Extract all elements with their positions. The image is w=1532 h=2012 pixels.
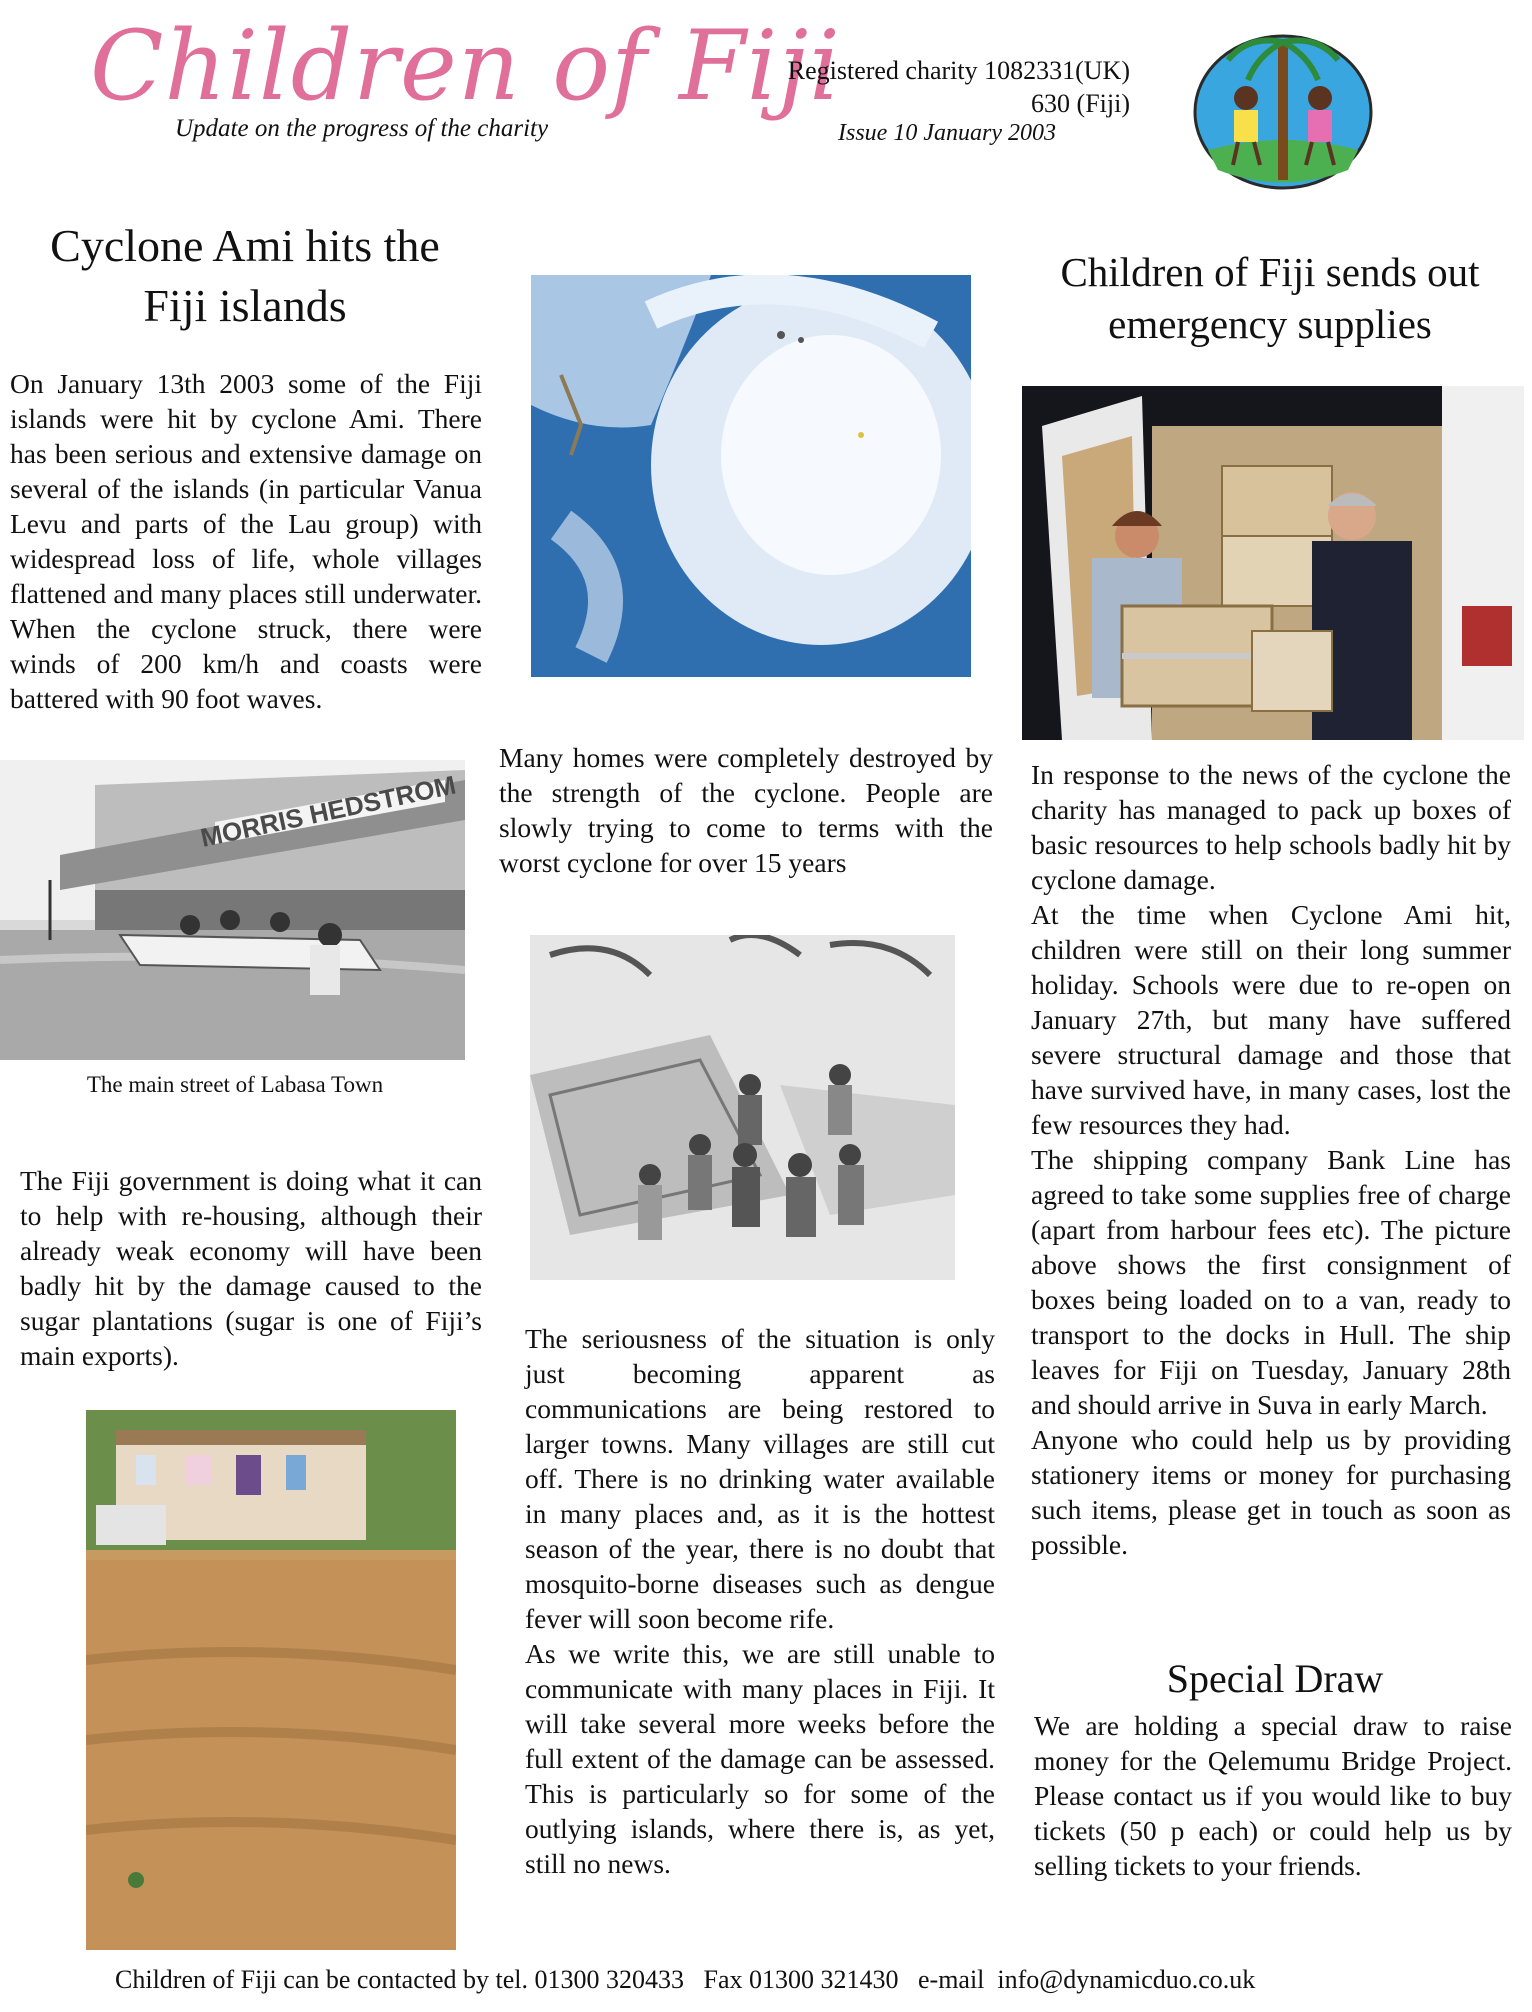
response-paragraph: In response to the news of the cyclone the charity has managed to pack up boxes of basic resources to help schools badly hit by cyclone damage. [1031,759,1511,895]
destroyed-village-photo [530,935,955,1280]
cyclone-headline-line1: Cyclone Ami hits the [50,220,440,271]
flooded-house-photo [86,1410,456,1950]
cyclone-headline-line2: Fiji islands [143,279,347,331]
cyclone-article-intro: On January 13th 2003 some of the Fiji islands were hit by cyclone Ami. There has been serious and extensive damage on several of the islands (in particular Vanua Levu and parts of the Lau group) with widespread loss of life, whole villages flattened and many places still underwater. When the cyclone struck, there were winds of 200 km/h and coasts were battered with 90 foot waves. [10,368,482,714]
photo-store-sign: MORRIS HEDSTROM [197,769,459,853]
supplies-headline-line1: Children of Fiji sends out [1060,249,1480,295]
contact-footer [115,1965,1255,1995]
charity-line-uk: Registered charity 1082331(UK) [787,56,1130,85]
contact-details: Children of Fiji can be contacted by tel. 01300 320433 Fax 01300 321430 e-mail info@dynamicduo.co.uk [115,1965,1256,1994]
special-draw-text: We are holding a special draw to raise money for the Qelemumu Bridge Project. Please contact us if you would like to buy tickets (50 p each) or could help us by selling tickets to your friends. [1034,1710,1512,1881]
labasa-street-photo [0,760,465,1060]
shipping-paragraph: The shipping company Bank Line has agreed to take some supplies free of charge (apart from harbour fees etc). The picture above shows the first consignment of boxes being loaded on to a van, ready to transport to the docks in Hull. The ship leaves for Fiji on Tuesday, January 28th and should arrive in Suva in early March. [1031,1144,1511,1420]
van-loading-photo [1022,386,1524,740]
supplies-article [1031,757,1511,1562]
supplies-headline [1025,246,1515,351]
cyclone-satellite-image [531,275,971,677]
government-paragraph: The Fiji government is doing what it can to help with re-housing, although their already weak economy will have been badly hit by the damage caused to the sugar plantations (sugar is one of Fiji’s main exports). [20,1165,482,1371]
charity-registration [765,55,1130,120]
masthead-title: Children of Fiji [90,10,841,122]
situation-article [525,1321,995,1881]
masthead-subtitle: Update on the progress of the charity [175,115,549,142]
school-holiday-paragraph: At the time when Cyclone Ami hit, children were still on their long summer holiday. Schools were due to re-open on January 27th, but many have suffered severe structural damage and those that have survived have, in many cases, lost the few resources they had. [1031,899,1511,1140]
charity-line-fiji: 630 (Fiji) [1031,88,1130,118]
issue-date: Issue 10 January 2003 [838,120,1056,146]
communication-paragraph: As we write this, we are still unable to communicate with many places in Fiji. It will take several more weeks before the full extent of the damage can be assessed. This is particularly so for some of the outlying islands, where there is, as yet, still no news. [525,1638,995,1879]
photo-caption: The main street of Labasa Town [86,1072,384,1097]
charity-logo [1188,30,1378,190]
supplies-headline-line2: emergency supplies [1108,301,1432,348]
situation-paragraph: The seriousness of the situation is only just becoming apparent as communications are being restored to larger towns. Many villages are still cut off. There is no drinking water available in many places and, as it is the hottest season of the year, there is no doubt that mosquito-borne diseases such as dengue fever will soon become rife. [525,1323,995,1634]
cyclone-headline [20,216,470,336]
homes-destroyed-paragraph: Many homes were completely destroyed by the strength of the cyclone. People are slowly trying to come to terms with the worst cyclone for over 15 years [499,742,993,878]
special-draw-heading: Special Draw [1166,1656,1384,1701]
appeal-paragraph: Anyone who could help us by providing stationery items or money for purchasing such items, please get in touch as soon as possible. [1031,1424,1511,1560]
